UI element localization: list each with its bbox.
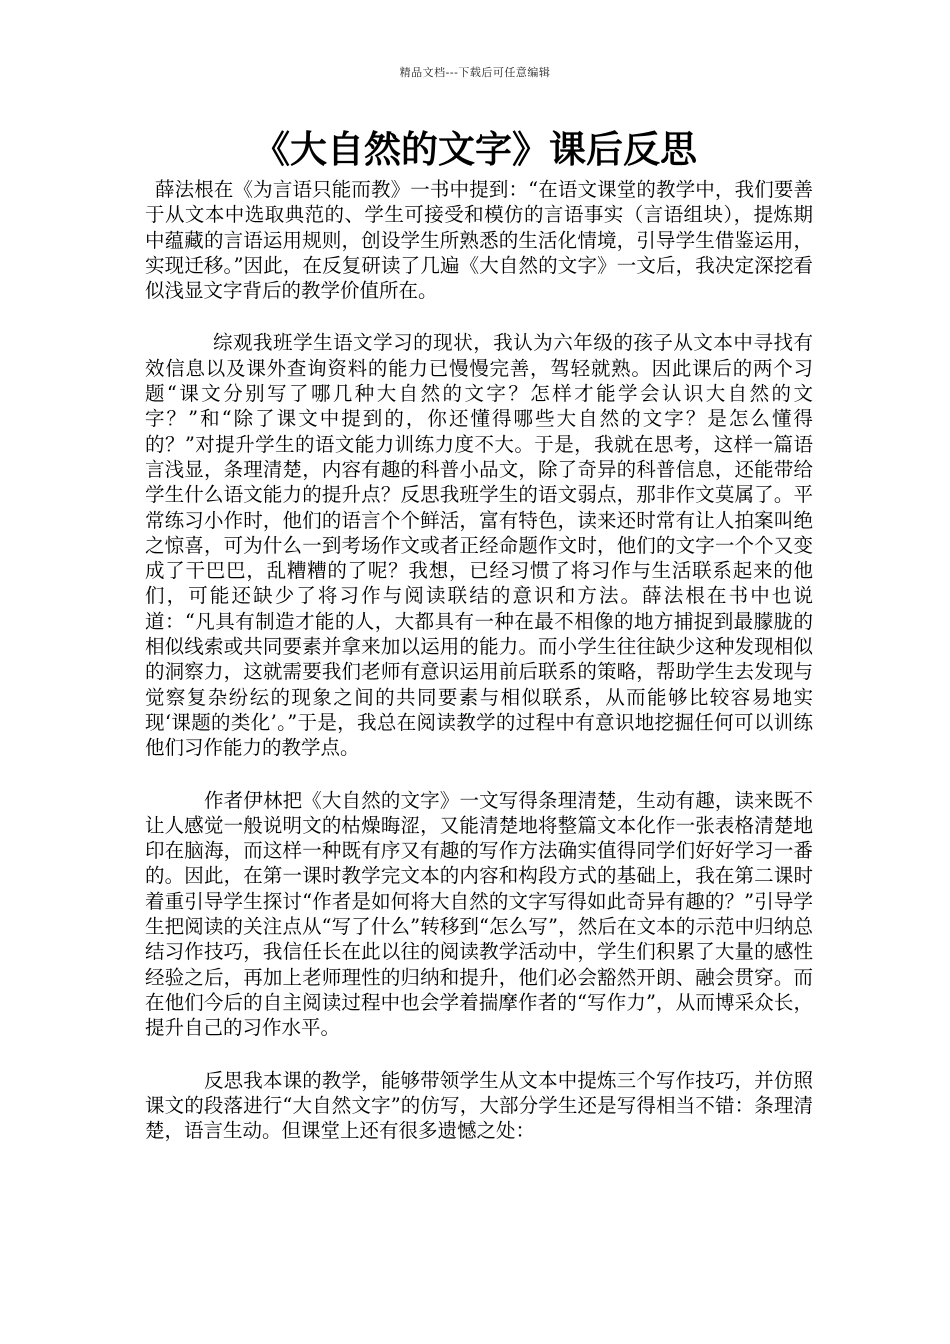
header-note: 精品文档---下载后可任意编辑 bbox=[399, 66, 551, 79]
document-title: 《大自然的文字》课后反思 bbox=[253, 128, 697, 171]
paragraph-2: 综观我班学生语文学习的现状，我认为六年级的孩子从文本中寻找有效信息以及课外查询资料的能力已慢慢完善，驾轻就熟。因此课后的两个习题“课文分别写了哪几种大自然的文字？怎样才能学会认识大自然的文字？”和“除了课文中提到的，你还懂得哪些大自然的文字？是怎么懂得的？”对提升学生的语文能力训练力度不大。于是，我就在思考，这样一篇语言浅显，条理清楚，内容有趣的科普小品文，除了奇异的科普信息，还能带给学生什么语文能力的提升点？反思我班学生的语文弱点，那非作文莫属了。平常练习小作时，他们的语言个个鲜活，富有特色，读来还时常有让人拍案叫绝之惊喜，可为什么一到考场作文或者正经命题作文时，他们的文字一个个又变成了干巴巴，乱糟糟的了呢？我想，已经习惯了将习作与生活联系起来的他们，可能还缺少了将习作与阅读联结的意识和方法。薛法根在书中也说道：“凡具有制造才能的人，大都具有一种在最不相像的地方捕捉到最朦胧的相似线索或共同要素并拿来加以运用的能力。而小学生往往缺少这种发现相似的洞察力，这就需要我们老师有意识运用前后联系的策略，帮助学生去发现与觉察复杂纷纭的现象之间的共同要素与相似联系，从而能够比较容易地实现‘课题的类化’。”于是，我总在阅读教学的过程中有意识地挖掘任何可以训练他们习作能力的教学点。 bbox=[145, 331, 813, 760]
document-body bbox=[145, 177, 813, 1143]
paragraph-4: 反思我本课的教学，能够带领学生从文本中提炼三个写作技巧，并仿照课文的段落进行“大自然文字”的仿写，大部分学生还是写得相当不错：条理清楚，语言生动。但课堂上还有很多遗憾之处： bbox=[145, 1068, 813, 1143]
paragraph-3: 作者伊林把《大自然的文字》一文写得条理清楚，生动有趣，读来既不让人感觉一般说明文的枯燥晦涩，又能清楚地将整篇文本化作一张表格清楚地印在脑海，而这样一种既有序又有趣的写作方法确实值得同学们好好学习一番的。因此，在第一课时教学完文本的内容和构段方式的基础上，我在第二课时着重引导学生探讨“作者是如何将大自然的文字写得如此奇异有趣的？”引导学生把阅读的关注点从“写了什么”转移到“怎么写”，然后在文本的示范中归纳总结习作技巧，我信任长在此以往的阅读教学活动中，学生们积累了大量的感性经验之后，再加上老师理性的归纳和提升，他们必会豁然开朗、融会贯穿。而在他们今后的自主阅读过程中也会学着揣摩作者的“写作力”，从而博采众长，提升自己的习作水平。 bbox=[145, 788, 813, 1040]
paragraph-1: 薛法根在《为言语只能而教》一书中提到：“在语文课堂的教学中，我们要善于从文本中选取典范的、学生可接受和模仿的言语事实（言语组块），提炼期中蕴藏的言语运用规则，创设学生所熟悉的生活化情境，引导学生借鉴运用，实现迁移。”因此，在反复研读了几遍《大自然的文字》一文后，我决定深挖看似浅显文字背后的教学价值所在。 bbox=[145, 178, 813, 303]
